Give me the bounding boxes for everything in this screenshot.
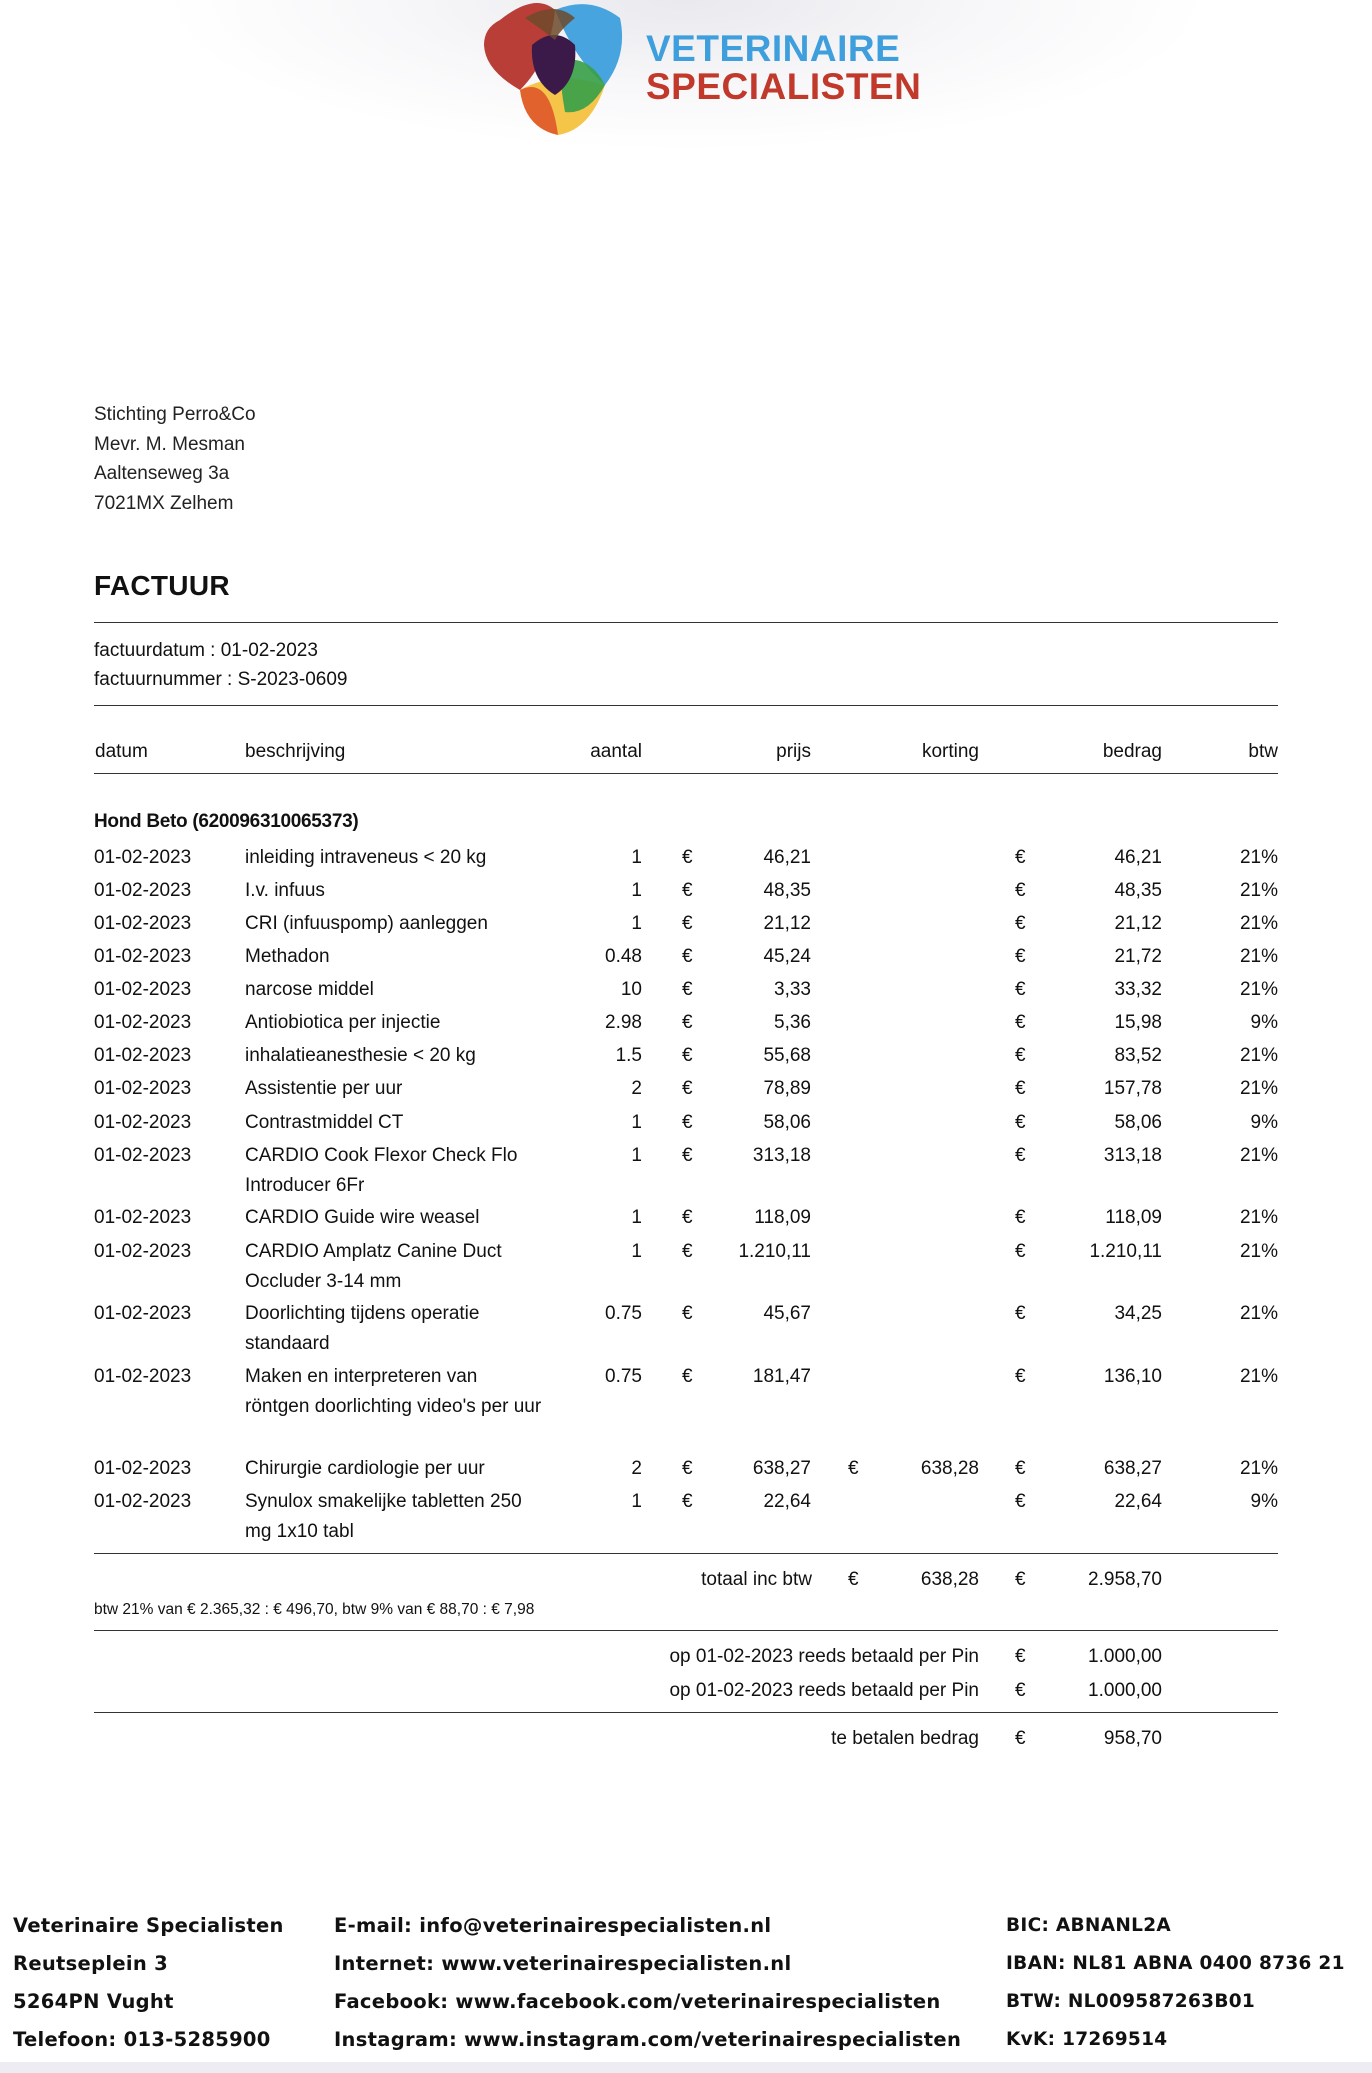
footer-kvk: KvK: 17269514 <box>1006 2029 1168 2050</box>
item-vat: 9% <box>1250 1112 1278 1133</box>
payment-currency: € <box>1015 1680 1026 1701</box>
item-quantity: 1 <box>631 913 642 934</box>
item-vat: 21% <box>1239 1145 1278 1166</box>
item-price: 48,35 <box>763 880 811 901</box>
amount-due-label: te betalen bedrag <box>831 1728 979 1749</box>
item-description: Doorlichting tijdens operatie standaard <box>245 1303 480 1354</box>
table-row <box>0 1041 1372 1071</box>
item-date: 01-02-2023 <box>94 1207 192 1228</box>
footer-iban: IBAN: NL81 ABNA 0400 8736 21 <box>1006 1953 1345 1974</box>
item-quantity: 1 <box>631 1112 642 1133</box>
item-amount: 58,06 <box>1114 1112 1162 1133</box>
item-price: 638,27 <box>752 1458 811 1479</box>
item-vat: 21% <box>1239 1045 1278 1066</box>
item-amount-currency: € <box>1015 979 1026 1000</box>
item-description: Maken en interpreteren van röntgen doorlichting video's per uur <box>245 1366 542 1417</box>
item-date: 01-02-2023 <box>94 1303 192 1324</box>
item-amount-currency: € <box>1015 1366 1026 1387</box>
item-vat: 9% <box>1250 1491 1278 1512</box>
footer-street: Reutseplein 3 <box>13 1952 168 1975</box>
item-vat: 21% <box>1239 1458 1278 1479</box>
total-discount: 638,28 <box>920 1569 979 1590</box>
payment-amount: 1.000,00 <box>1088 1646 1162 1667</box>
item-amount: 157,78 <box>1103 1078 1162 1099</box>
item-price: 5,36 <box>774 1012 811 1033</box>
divider <box>94 773 1278 774</box>
footer-bic: BIC: ABNANL2A <box>1006 1915 1171 1936</box>
vat-breakdown: btw 21% van € 2.365,32 : € 496,70, btw 9% van € 88,70 : € 7,98 <box>94 1601 535 1618</box>
item-vat: 21% <box>1239 1303 1278 1324</box>
table-row <box>0 876 1372 906</box>
item-description: Synulox smakelijke tabletten 250 mg 1x10 tabl <box>245 1491 522 1542</box>
item-price-currency: € <box>682 1078 693 1099</box>
item-amount: 21,12 <box>1114 913 1162 934</box>
table-row <box>0 843 1372 873</box>
item-amount: 1.210,11 <box>1089 1241 1162 1262</box>
item-date: 01-02-2023 <box>94 1366 192 1387</box>
item-quantity: 1 <box>631 1241 642 1262</box>
item-quantity: 10 <box>620 979 642 1000</box>
item-description: CRI (infuuspomp) aanleggen <box>245 913 488 934</box>
header-date: datum <box>95 741 148 762</box>
item-price-currency: € <box>682 1012 693 1033</box>
item-date: 01-02-2023 <box>94 1012 192 1033</box>
item-quantity: 1 <box>631 880 642 901</box>
item-amount-currency: € <box>1015 946 1026 967</box>
header-amount: bedrag <box>1102 741 1162 762</box>
logo-mark-icon <box>480 0 630 140</box>
item-description: narcose middel <box>245 979 374 1000</box>
item-date: 01-02-2023 <box>94 1078 192 1099</box>
item-vat: 21% <box>1239 1078 1278 1099</box>
item-date: 01-02-2023 <box>94 1241 192 1262</box>
header-quantity: aantal <box>590 741 642 762</box>
item-vat: 21% <box>1239 1207 1278 1228</box>
item-amount: 313,18 <box>1103 1145 1162 1166</box>
item-description: inhalatieanesthesie < 20 kg <box>245 1045 476 1066</box>
item-amount-currency: € <box>1015 1112 1026 1133</box>
patient-group-label: Hond Beto (620096310065373) <box>94 811 359 832</box>
item-date: 01-02-2023 <box>94 913 192 934</box>
item-quantity: 2 <box>631 1458 642 1479</box>
item-vat: 21% <box>1239 913 1278 934</box>
item-price-currency: € <box>682 1458 693 1479</box>
total-discount-currency: € <box>848 1569 859 1590</box>
brand-name <box>646 30 921 106</box>
item-amount-currency: € <box>1015 847 1026 868</box>
total-amount-currency: € <box>1015 1569 1026 1590</box>
item-quantity: 2.98 <box>605 1012 642 1033</box>
item-vat: 21% <box>1239 1366 1278 1387</box>
item-amount-currency: € <box>1015 1303 1026 1324</box>
item-amount-currency: € <box>1015 1012 1026 1033</box>
item-price: 45,24 <box>763 946 811 967</box>
item-vat: 21% <box>1239 880 1278 901</box>
item-discount: 638,28 <box>920 1458 979 1479</box>
header-vat: btw <box>1248 741 1278 762</box>
item-date: 01-02-2023 <box>94 1045 192 1066</box>
item-vat: 21% <box>1239 847 1278 868</box>
table-row <box>0 1237 1372 1292</box>
table-row <box>0 975 1372 1005</box>
payment-row <box>0 1676 1372 1706</box>
item-amount: 33,32 <box>1114 979 1162 1000</box>
item-amount: 46,21 <box>1114 847 1162 868</box>
item-price: 22,64 <box>763 1491 811 1512</box>
item-vat: 21% <box>1239 1241 1278 1262</box>
divider <box>94 1630 1278 1631</box>
divider <box>94 622 1278 623</box>
total-row <box>0 1565 1372 1595</box>
item-description: CARDIO Cook Flexor Check Flo Introducer 6Fr <box>245 1145 518 1196</box>
item-date: 01-02-2023 <box>94 1112 192 1133</box>
divider <box>94 1712 1278 1713</box>
item-description: Methadon <box>245 946 330 967</box>
invoice-number: factuurnummer : S-2023-0609 <box>94 669 348 690</box>
table-row <box>0 1362 1372 1417</box>
item-quantity: 0.75 <box>605 1303 642 1324</box>
item-amount-currency: € <box>1015 1078 1026 1099</box>
item-price-currency: € <box>682 913 693 934</box>
item-description: Assistentie per uur <box>245 1078 403 1099</box>
bottom-bar <box>0 2062 1372 2073</box>
table-row <box>0 1299 1372 1354</box>
item-amount: 22,64 <box>1114 1491 1162 1512</box>
item-date: 01-02-2023 <box>94 1458 192 1479</box>
item-amount: 21,72 <box>1114 946 1162 967</box>
item-quantity: 1 <box>631 1491 642 1512</box>
item-amount: 34,25 <box>1114 1303 1162 1324</box>
total-label: totaal inc btw <box>701 1569 812 1590</box>
item-description: inleiding intraveneus < 20 kg <box>245 847 487 868</box>
amount-due-currency: € <box>1015 1728 1026 1749</box>
item-quantity: 1 <box>631 1207 642 1228</box>
item-amount: 48,35 <box>1114 880 1162 901</box>
item-date: 01-02-2023 <box>94 1491 192 1512</box>
address-line-3: Aaltenseweg 3a <box>94 463 230 484</box>
item-date: 01-02-2023 <box>94 946 192 967</box>
table-row <box>0 1454 1372 1484</box>
address-line-1: Stichting Perro&Co <box>94 404 256 425</box>
item-amount-currency: € <box>1015 1241 1026 1262</box>
item-price-currency: € <box>682 1112 693 1133</box>
item-description: CARDIO Guide wire weasel <box>245 1207 480 1228</box>
item-price-currency: € <box>682 1491 693 1512</box>
payment-label: op 01-02-2023 reeds betaald per Pin <box>669 1646 979 1667</box>
document-title: FACTUUR <box>94 570 230 601</box>
brand-line-1: VETERINAIRE <box>646 28 901 69</box>
table-row <box>0 1008 1372 1038</box>
invoice-date: factuurdatum : 01-02-2023 <box>94 640 318 661</box>
item-price: 78,89 <box>763 1078 811 1099</box>
amount-due: 958,70 <box>1103 1728 1162 1749</box>
item-price-currency: € <box>682 1145 693 1166</box>
company-logo <box>480 0 922 140</box>
footer-phone: Telefoon: 013-5285900 <box>13 2028 271 2051</box>
table-row <box>0 1203 1372 1233</box>
item-vat: 21% <box>1239 979 1278 1000</box>
header-price: prijs <box>776 741 811 762</box>
item-amount-currency: € <box>1015 913 1026 934</box>
item-vat: 9% <box>1250 1012 1278 1033</box>
item-price: 313,18 <box>752 1145 811 1166</box>
footer-company-name: Veterinaire Specialisten <box>13 1914 284 1937</box>
payment-currency: € <box>1015 1646 1026 1667</box>
item-quantity: 0.75 <box>605 1366 642 1387</box>
header-description: beschrijving <box>245 741 346 762</box>
table-row <box>0 909 1372 939</box>
address-line-2: Mevr. M. Mesman <box>94 433 245 455</box>
divider <box>94 1553 1278 1554</box>
address-line-4: 7021MX Zelhem <box>94 492 234 514</box>
recipient-address <box>94 400 256 518</box>
item-date: 01-02-2023 <box>94 880 192 901</box>
table-row <box>0 1108 1372 1138</box>
item-vat: 21% <box>1239 946 1278 967</box>
item-price: 118,09 <box>754 1207 811 1228</box>
brand-line-2: SPECIALISTEN <box>646 66 922 107</box>
item-price: 45,67 <box>763 1303 811 1324</box>
item-quantity: 1.5 <box>615 1045 642 1066</box>
item-quantity: 2 <box>631 1078 642 1099</box>
item-price-currency: € <box>682 1207 693 1228</box>
invoice-meta <box>94 636 347 694</box>
total-amount: 2.958,70 <box>1088 1569 1162 1590</box>
item-price-currency: € <box>682 847 693 868</box>
footer-city: 5264PN Vught <box>13 1990 174 2013</box>
item-price-currency: € <box>682 979 693 1000</box>
item-amount-currency: € <box>1015 1207 1026 1228</box>
item-price: 181,47 <box>752 1366 811 1387</box>
table-row <box>0 1141 1372 1196</box>
item-price: 3,33 <box>774 979 811 1000</box>
item-description: Chirurgie cardiologie per uur <box>245 1458 485 1479</box>
item-amount-currency: € <box>1015 1458 1026 1479</box>
amount-due-row <box>0 1724 1372 1754</box>
item-date: 01-02-2023 <box>94 1145 192 1166</box>
item-amount-currency: € <box>1015 1045 1026 1066</box>
item-price-currency: € <box>682 946 693 967</box>
payment-row <box>0 1642 1372 1672</box>
item-quantity: 1 <box>631 847 642 868</box>
payment-label: op 01-02-2023 reeds betaald per Pin <box>669 1680 979 1701</box>
item-amount: 118,09 <box>1105 1207 1162 1228</box>
table-row <box>0 1487 1372 1542</box>
item-description: Antiobiotica per injectie <box>245 1012 441 1033</box>
item-price: 55,68 <box>763 1045 811 1066</box>
item-amount: 638,27 <box>1103 1458 1162 1479</box>
item-description: I.v. infuus <box>245 880 325 901</box>
item-amount: 15,98 <box>1114 1012 1162 1033</box>
item-amount: 136,10 <box>1103 1366 1162 1387</box>
table-row <box>0 1074 1372 1104</box>
divider <box>94 705 1278 706</box>
item-description: Contrastmiddel CT <box>245 1112 404 1133</box>
item-price: 58,06 <box>763 1112 811 1133</box>
item-amount: 83,52 <box>1114 1045 1162 1066</box>
item-amount-currency: € <box>1015 1491 1026 1512</box>
item-price-currency: € <box>682 1045 693 1066</box>
item-date: 01-02-2023 <box>94 979 192 1000</box>
footer-btw: BTW: NL009587263B01 <box>1006 1991 1256 2012</box>
footer-facebook: Facebook: www.facebook.com/veterinairespecialisten <box>334 1990 941 2013</box>
footer-email: E-mail: info@veterinairespecialisten.nl <box>334 1914 772 1937</box>
item-price-currency: € <box>682 880 693 901</box>
footer-website: Internet: www.veterinairespecialisten.nl <box>334 1952 792 1975</box>
item-discount-currency: € <box>848 1458 859 1479</box>
item-price-currency: € <box>682 1366 693 1387</box>
item-price: 1.210,11 <box>738 1241 811 1262</box>
item-description: CARDIO Amplatz Canine Duct Occluder 3-14 mm <box>245 1241 502 1292</box>
item-amount-currency: € <box>1015 880 1026 901</box>
footer-bank <box>1006 1907 1345 2059</box>
footer-contact <box>334 1907 961 2059</box>
item-amount-currency: € <box>1015 1145 1026 1166</box>
item-price: 46,21 <box>763 847 811 868</box>
footer-instagram: Instagram: www.instagram.com/veterinairespecialisten <box>334 2028 962 2051</box>
header-discount: korting <box>921 741 979 762</box>
item-date: 01-02-2023 <box>94 847 192 868</box>
item-price-currency: € <box>682 1303 693 1324</box>
item-price: 21,12 <box>763 913 811 934</box>
table-row <box>0 942 1372 972</box>
item-quantity: 0.48 <box>605 946 642 967</box>
footer-company <box>13 1907 284 2059</box>
item-price-currency: € <box>682 1241 693 1262</box>
payment-amount: 1.000,00 <box>1088 1680 1162 1701</box>
item-quantity: 1 <box>631 1145 642 1166</box>
